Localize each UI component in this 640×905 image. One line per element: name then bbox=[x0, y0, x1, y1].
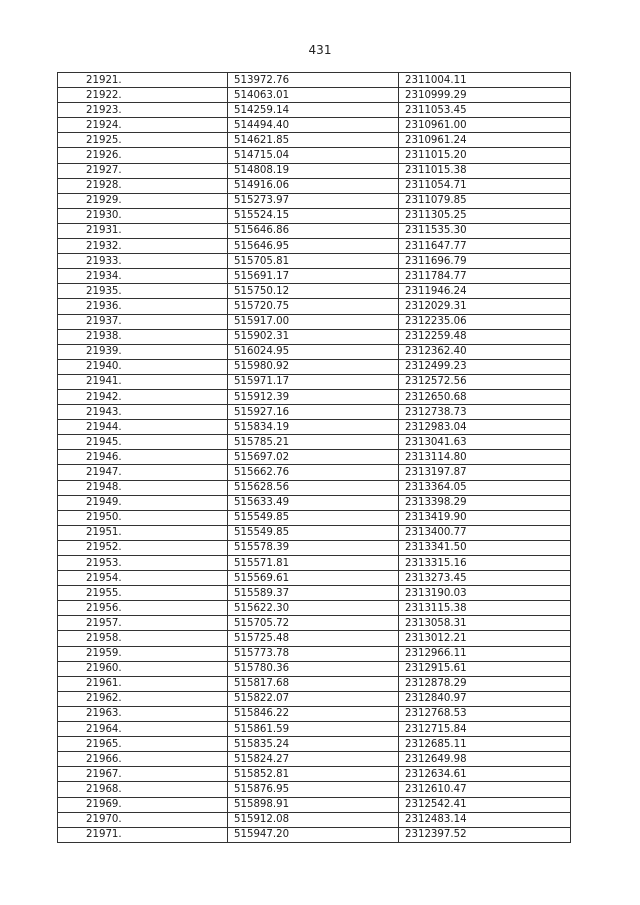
point-number-cell: 21957. bbox=[58, 616, 228, 631]
x-coordinate-cell: 515628.56 bbox=[228, 480, 399, 495]
y-coordinate-cell: 2313058.31 bbox=[399, 616, 571, 631]
y-coordinate-cell: 2312966.11 bbox=[399, 646, 571, 661]
table-row bbox=[58, 88, 571, 103]
table-row bbox=[58, 359, 571, 374]
y-coordinate-cell: 2311053.45 bbox=[399, 103, 571, 118]
table-row bbox=[58, 540, 571, 555]
y-coordinate-cell: 2311535.30 bbox=[399, 223, 571, 238]
table-row bbox=[58, 556, 571, 571]
x-coordinate-cell: 515705.72 bbox=[228, 616, 399, 631]
y-coordinate-cell: 2313400.77 bbox=[399, 525, 571, 540]
x-coordinate-cell: 515876.95 bbox=[228, 782, 399, 797]
table-row bbox=[58, 601, 571, 616]
point-number-cell: 21959. bbox=[58, 646, 228, 661]
x-coordinate-cell: 515822.07 bbox=[228, 691, 399, 706]
y-coordinate-cell: 2313115.38 bbox=[399, 601, 571, 616]
x-coordinate-cell: 515524.15 bbox=[228, 208, 399, 223]
table-row bbox=[58, 344, 571, 359]
y-coordinate-cell: 2311946.24 bbox=[399, 284, 571, 299]
x-coordinate-cell: 514259.14 bbox=[228, 103, 399, 118]
table-row bbox=[58, 631, 571, 646]
table-row bbox=[58, 239, 571, 254]
point-number-cell: 21944. bbox=[58, 420, 228, 435]
x-coordinate-cell: 515646.86 bbox=[228, 223, 399, 238]
y-coordinate-cell: 2313341.50 bbox=[399, 540, 571, 555]
x-coordinate-cell: 516024.95 bbox=[228, 344, 399, 359]
point-number-cell: 21949. bbox=[58, 495, 228, 510]
x-coordinate-cell: 515912.08 bbox=[228, 812, 399, 827]
point-number-cell: 21932. bbox=[58, 239, 228, 254]
table-row bbox=[58, 465, 571, 480]
point-number-cell: 21966. bbox=[58, 752, 228, 767]
table-row bbox=[58, 133, 571, 148]
table-row bbox=[58, 148, 571, 163]
point-number-cell: 21963. bbox=[58, 706, 228, 721]
table-row bbox=[58, 676, 571, 691]
x-coordinate-cell: 515971.17 bbox=[228, 374, 399, 389]
x-coordinate-cell: 515578.39 bbox=[228, 540, 399, 555]
y-coordinate-cell: 2312542.41 bbox=[399, 797, 571, 812]
table-row bbox=[58, 797, 571, 812]
y-coordinate-cell: 2312572.56 bbox=[399, 374, 571, 389]
table-row bbox=[58, 254, 571, 269]
x-coordinate-cell: 515633.49 bbox=[228, 495, 399, 510]
point-number-cell: 21950. bbox=[58, 510, 228, 525]
y-coordinate-cell: 2312715.84 bbox=[399, 722, 571, 737]
point-number-cell: 21951. bbox=[58, 525, 228, 540]
x-coordinate-cell: 515898.91 bbox=[228, 797, 399, 812]
table-row bbox=[58, 118, 571, 133]
point-number-cell: 21953. bbox=[58, 556, 228, 571]
point-number-cell: 21923. bbox=[58, 103, 228, 118]
table-row bbox=[58, 812, 571, 827]
y-coordinate-cell: 2311015.20 bbox=[399, 148, 571, 163]
y-coordinate-cell: 2313190.03 bbox=[399, 586, 571, 601]
table-row bbox=[58, 163, 571, 178]
table-row bbox=[58, 827, 571, 842]
y-coordinate-cell: 2313114.80 bbox=[399, 450, 571, 465]
point-number-cell: 21970. bbox=[58, 812, 228, 827]
point-number-cell: 21926. bbox=[58, 148, 228, 163]
table-row bbox=[58, 571, 571, 586]
page-number: 431 bbox=[308, 43, 332, 57]
x-coordinate-cell: 514916.06 bbox=[228, 178, 399, 193]
y-coordinate-cell: 2312397.52 bbox=[399, 827, 571, 842]
point-number-cell: 21968. bbox=[58, 782, 228, 797]
point-number-cell: 21967. bbox=[58, 767, 228, 782]
x-coordinate-cell: 515861.59 bbox=[228, 722, 399, 737]
table-row bbox=[58, 646, 571, 661]
point-number-cell: 21933. bbox=[58, 254, 228, 269]
table-row bbox=[58, 178, 571, 193]
table-row bbox=[58, 782, 571, 797]
point-number-cell: 21955. bbox=[58, 586, 228, 601]
x-coordinate-cell: 515622.30 bbox=[228, 601, 399, 616]
point-number-cell: 21941. bbox=[58, 374, 228, 389]
table-row bbox=[58, 480, 571, 495]
x-coordinate-cell: 515773.78 bbox=[228, 646, 399, 661]
point-number-cell: 21964. bbox=[58, 722, 228, 737]
point-number-cell: 21935. bbox=[58, 284, 228, 299]
y-coordinate-cell: 2311305.25 bbox=[399, 208, 571, 223]
point-number-cell: 21921. bbox=[58, 73, 228, 88]
y-coordinate-cell: 2311079.85 bbox=[399, 193, 571, 208]
x-coordinate-cell: 515780.36 bbox=[228, 661, 399, 676]
table-row bbox=[58, 284, 571, 299]
coordinates-table-body bbox=[58, 73, 571, 843]
point-number-cell: 21930. bbox=[58, 208, 228, 223]
table-row bbox=[58, 737, 571, 752]
point-number-cell: 21946. bbox=[58, 450, 228, 465]
point-number-cell: 21956. bbox=[58, 601, 228, 616]
y-coordinate-cell: 2313398.29 bbox=[399, 495, 571, 510]
x-coordinate-cell: 514063.01 bbox=[228, 88, 399, 103]
point-number-cell: 21942. bbox=[58, 389, 228, 404]
point-number-cell: 21928. bbox=[58, 178, 228, 193]
table-row bbox=[58, 374, 571, 389]
point-number-cell: 21960. bbox=[58, 661, 228, 676]
y-coordinate-cell: 2312029.31 bbox=[399, 299, 571, 314]
y-coordinate-cell: 2312738.73 bbox=[399, 405, 571, 420]
y-coordinate-cell: 2313315.16 bbox=[399, 556, 571, 571]
y-coordinate-cell: 2311696.79 bbox=[399, 254, 571, 269]
x-coordinate-cell: 515589.37 bbox=[228, 586, 399, 601]
y-coordinate-cell: 2313012.21 bbox=[399, 631, 571, 646]
x-coordinate-cell: 515785.21 bbox=[228, 435, 399, 450]
table-row bbox=[58, 329, 571, 344]
point-number-cell: 21937. bbox=[58, 314, 228, 329]
table-row bbox=[58, 103, 571, 118]
point-number-cell: 21965. bbox=[58, 737, 228, 752]
table-row bbox=[58, 208, 571, 223]
point-number-cell: 21945. bbox=[58, 435, 228, 450]
y-coordinate-cell: 2311015.38 bbox=[399, 163, 571, 178]
y-coordinate-cell: 2312915.61 bbox=[399, 661, 571, 676]
y-coordinate-cell: 2312483.14 bbox=[399, 812, 571, 827]
x-coordinate-cell: 515725.48 bbox=[228, 631, 399, 646]
point-number-cell: 21927. bbox=[58, 163, 228, 178]
x-coordinate-cell: 515569.61 bbox=[228, 571, 399, 586]
y-coordinate-cell: 2310961.00 bbox=[399, 118, 571, 133]
y-coordinate-cell: 2311054.71 bbox=[399, 178, 571, 193]
point-number-cell: 21958. bbox=[58, 631, 228, 646]
table-row bbox=[58, 420, 571, 435]
x-coordinate-cell: 514808.19 bbox=[228, 163, 399, 178]
table-row bbox=[58, 269, 571, 284]
y-coordinate-cell: 2312983.04 bbox=[399, 420, 571, 435]
point-number-cell: 21939. bbox=[58, 344, 228, 359]
y-coordinate-cell: 2313041.63 bbox=[399, 435, 571, 450]
table-row bbox=[58, 435, 571, 450]
x-coordinate-cell: 515912.39 bbox=[228, 389, 399, 404]
point-number-cell: 21931. bbox=[58, 223, 228, 238]
table-row bbox=[58, 510, 571, 525]
y-coordinate-cell: 2313197.87 bbox=[399, 465, 571, 480]
y-coordinate-cell: 2312685.11 bbox=[399, 737, 571, 752]
point-number-cell: 21952. bbox=[58, 540, 228, 555]
y-coordinate-cell: 2312362.40 bbox=[399, 344, 571, 359]
x-coordinate-cell: 515917.00 bbox=[228, 314, 399, 329]
point-number-cell: 21938. bbox=[58, 329, 228, 344]
y-coordinate-cell: 2312840.97 bbox=[399, 691, 571, 706]
table-row bbox=[58, 525, 571, 540]
point-number-cell: 21962. bbox=[58, 691, 228, 706]
x-coordinate-cell: 515817.68 bbox=[228, 676, 399, 691]
x-coordinate-cell: 515980.92 bbox=[228, 359, 399, 374]
x-coordinate-cell: 515834.19 bbox=[228, 420, 399, 435]
coordinates-table bbox=[57, 72, 571, 843]
x-coordinate-cell: 515705.81 bbox=[228, 254, 399, 269]
y-coordinate-cell: 2311647.77 bbox=[399, 239, 571, 254]
point-number-cell: 21971. bbox=[58, 827, 228, 842]
x-coordinate-cell: 515646.95 bbox=[228, 239, 399, 254]
y-coordinate-cell: 2310961.24 bbox=[399, 133, 571, 148]
x-coordinate-cell: 515662.76 bbox=[228, 465, 399, 480]
x-coordinate-cell: 514621.85 bbox=[228, 133, 399, 148]
point-number-cell: 21925. bbox=[58, 133, 228, 148]
y-coordinate-cell: 2311004.11 bbox=[399, 73, 571, 88]
y-coordinate-cell: 2312768.53 bbox=[399, 706, 571, 721]
y-coordinate-cell: 2313419.90 bbox=[399, 510, 571, 525]
point-number-cell: 21954. bbox=[58, 571, 228, 586]
x-coordinate-cell: 515947.20 bbox=[228, 827, 399, 842]
y-coordinate-cell: 2312650.68 bbox=[399, 389, 571, 404]
x-coordinate-cell: 515273.97 bbox=[228, 193, 399, 208]
point-number-cell: 21940. bbox=[58, 359, 228, 374]
point-number-cell: 21948. bbox=[58, 480, 228, 495]
x-coordinate-cell: 515852.81 bbox=[228, 767, 399, 782]
y-coordinate-cell: 2312235.06 bbox=[399, 314, 571, 329]
x-coordinate-cell: 515902.31 bbox=[228, 329, 399, 344]
y-coordinate-cell: 2311784.77 bbox=[399, 269, 571, 284]
x-coordinate-cell: 513972.76 bbox=[228, 73, 399, 88]
table-row bbox=[58, 450, 571, 465]
x-coordinate-cell: 514715.04 bbox=[228, 148, 399, 163]
table-row bbox=[58, 223, 571, 238]
x-coordinate-cell: 515697.02 bbox=[228, 450, 399, 465]
point-number-cell: 21969. bbox=[58, 797, 228, 812]
table-row bbox=[58, 299, 571, 314]
point-number-cell: 21929. bbox=[58, 193, 228, 208]
x-coordinate-cell: 515691.17 bbox=[228, 269, 399, 284]
table-row bbox=[58, 314, 571, 329]
point-number-cell: 21924. bbox=[58, 118, 228, 133]
table-row bbox=[58, 389, 571, 404]
table-row bbox=[58, 586, 571, 601]
x-coordinate-cell: 515846.22 bbox=[228, 706, 399, 721]
y-coordinate-cell: 2313364.05 bbox=[399, 480, 571, 495]
table-row bbox=[58, 405, 571, 420]
x-coordinate-cell: 515549.85 bbox=[228, 525, 399, 540]
table-row bbox=[58, 193, 571, 208]
x-coordinate-cell: 515720.75 bbox=[228, 299, 399, 314]
x-coordinate-cell: 515927.16 bbox=[228, 405, 399, 420]
x-coordinate-cell: 514494.40 bbox=[228, 118, 399, 133]
table-row bbox=[58, 616, 571, 631]
point-number-cell: 21943. bbox=[58, 405, 228, 420]
point-number-cell: 21936. bbox=[58, 299, 228, 314]
x-coordinate-cell: 515571.81 bbox=[228, 556, 399, 571]
y-coordinate-cell: 2312259.48 bbox=[399, 329, 571, 344]
x-coordinate-cell: 515750.12 bbox=[228, 284, 399, 299]
y-coordinate-cell: 2312878.29 bbox=[399, 676, 571, 691]
table-row bbox=[58, 706, 571, 721]
point-number-cell: 21947. bbox=[58, 465, 228, 480]
table-row bbox=[58, 691, 571, 706]
y-coordinate-cell: 2312649.98 bbox=[399, 752, 571, 767]
point-number-cell: 21961. bbox=[58, 676, 228, 691]
table-row bbox=[58, 722, 571, 737]
y-coordinate-cell: 2312610.47 bbox=[399, 782, 571, 797]
table-row bbox=[58, 73, 571, 88]
y-coordinate-cell: 2312634.61 bbox=[399, 767, 571, 782]
x-coordinate-cell: 515549.85 bbox=[228, 510, 399, 525]
table-row bbox=[58, 661, 571, 676]
table-row bbox=[58, 752, 571, 767]
y-coordinate-cell: 2310999.29 bbox=[399, 88, 571, 103]
point-number-cell: 21934. bbox=[58, 269, 228, 284]
table-row bbox=[58, 767, 571, 782]
point-number-cell: 21922. bbox=[58, 88, 228, 103]
x-coordinate-cell: 515835.24 bbox=[228, 737, 399, 752]
y-coordinate-cell: 2312499.23 bbox=[399, 359, 571, 374]
y-coordinate-cell: 2313273.45 bbox=[399, 571, 571, 586]
table-row bbox=[58, 495, 571, 510]
x-coordinate-cell: 515824.27 bbox=[228, 752, 399, 767]
